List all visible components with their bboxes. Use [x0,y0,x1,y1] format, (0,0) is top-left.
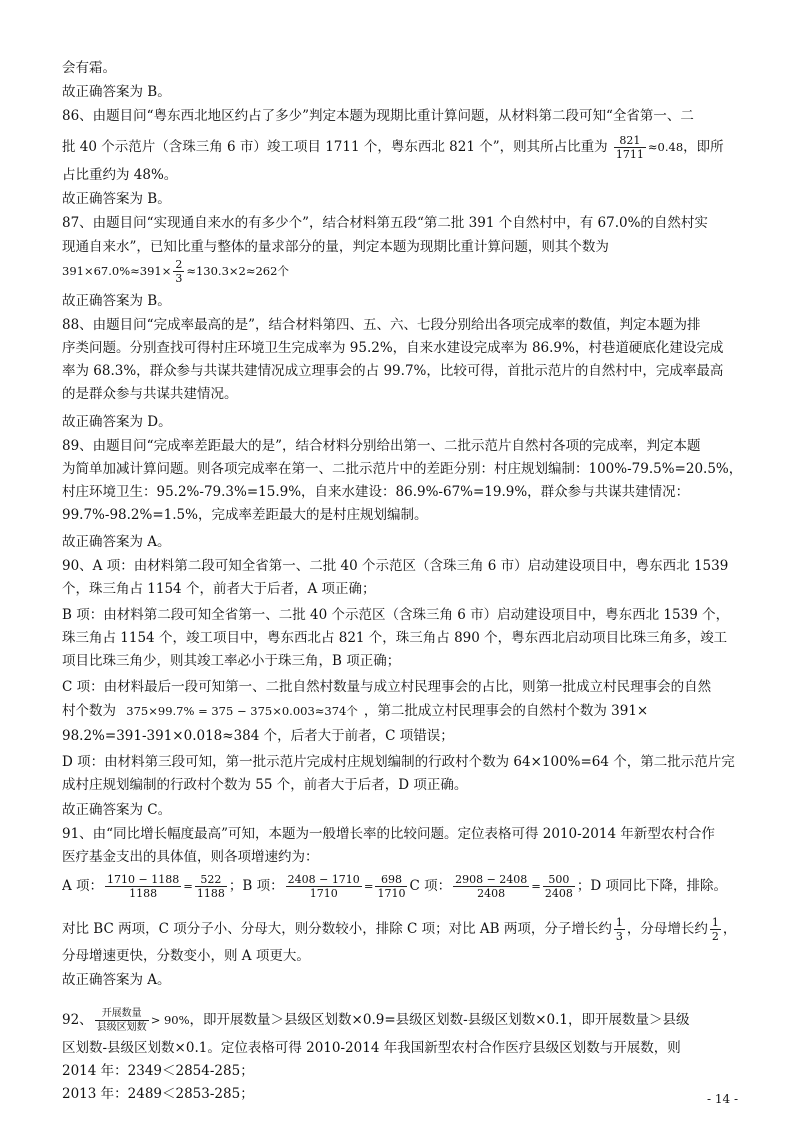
text-line: 99.7%-98.2%=1.5%，完成率差距最大的是村庄规划编制。 [62,507,428,523]
text-line: 2013 年：2489＜2853-285； [62,1086,254,1102]
text-line: 89、由题目问“完成率差距最大的是”，结合材料分别给出第一、二批示范片自然村各项的完成率，判定本题 [62,438,701,454]
text-line: 90、A 项：由材料第二段可知全省第一、二批 40 个示范区（含珠三角 6 市）启动建设项目中，粤东西北 1539 [62,558,729,574]
fraction-numerator: 522 [195,873,227,887]
text-fragment: A 项： [62,878,104,894]
fraction-numerator: 2908 − 2408 [455,873,528,886]
fraction-denominator: 2408 [477,887,506,900]
text-fragment: ；D 项同比下降，排除。 [576,878,728,894]
text-line: 成村庄规划编制的行政村个数为 55 个，前者大于后者，D 项正确。 [62,777,468,793]
fraction [105,873,181,900]
math-expression: 391×67.0%≈391× [62,264,172,278]
text-line: 珠三角占 1154 个，竣工项目中，粤东西北占 821 个，珠三角占 890 个，粤东西北启动项目比珠三角多，竣工 [62,630,728,646]
fraction-denominator: 3 [175,272,183,285]
fraction-numerator: 698 [375,873,407,887]
fraction-numerator: 2 [175,258,183,271]
text-line: D 项：由材料第三段可知，第一批示范片完成村庄规划编制的行政村个数为 64×100%=64 个，第二批示范片完 [62,754,735,770]
fraction [710,916,721,943]
text-fragment: 村个数为 [62,703,116,719]
fraction-denominator: 2 [711,930,719,943]
math-expression: 375×99.7% = 375 − 375×0.003≈374个 [126,704,358,718]
fraction-numerator: 开展数量 [95,1007,149,1021]
fraction-denominator: 1188 [196,887,225,900]
math-result: ≈0.48 [647,140,684,154]
text-line: 故正确答案为 C。 [62,802,172,818]
equals-sign: = [531,879,541,893]
text-line: 占比重约为 48%。 [62,167,178,183]
text-line: 区划数-县级区划数×0.1。定位表格可得 2010-2014 年我国新型农村合作医疗县级区划数与开展数，则 [62,1040,681,1056]
text-line: 会有霜。 [62,60,116,76]
fraction-numerator: 821 [614,134,646,148]
text-line: B 项：由材料第二段可知全省第一、二批 40 个示范区（含珠三角 6 市）启动建设项目中，粤东西北 1539 个， [62,607,730,623]
fraction-numerator: 1 [615,916,623,929]
fraction-denominator: 1188 [129,887,158,900]
text-line: 序类问题。分别查找可得村庄环境卫生完成率为 95.2%，自来水建设完成率为 86.9%，村巷道硬底化建设完成 [62,340,724,356]
text-fragment: ，即开展数量＞县级区划数×0.9=县级区划数-县级区划数×0.1，即开展数量＞县级 [189,1012,690,1028]
text-fragment: ；B 项： [228,878,284,894]
equals-sign: = [183,879,193,893]
text-line [62,1000,742,1040]
fraction-denominator: 县级区划数 [96,1022,147,1033]
text-line: 故正确答案为 B。 [62,293,171,309]
text-line: 2014 年：2349＜2854-285； [62,1063,254,1079]
text-line: 故正确答案为 B。 [62,84,171,100]
text-line: 村庄环境卫生：95.2%-79.3%=15.9%，自来水建设：86.9%-67%=19.9%，群众参与共谋共建情况： [62,484,690,500]
fraction [173,258,184,285]
fraction [375,873,407,900]
fraction-denominator: 1711 [615,148,644,161]
text-line: 故正确答案为 D。 [62,414,172,430]
text-line: 故正确答案为 B。 [62,191,171,207]
fraction-numerator: 1710 − 1188 [107,873,180,886]
fraction [95,1007,149,1034]
text-line: 项目比珠三角少，则其竣工率必小于珠三角，B 项正确； [62,653,401,669]
text-line: 故正确答案为 A。 [62,534,171,550]
text-fragment: C 项： [409,878,452,894]
page-number: - 14 - [706,1092,738,1106]
text-line: 故正确答案为 A。 [62,972,171,988]
text-fragment: 92、 [62,1012,93,1028]
text-line: 率为 68.3%，群众参与共谋共建情况成立理事会的占 99.7%，比较可得，首批示范片的自然村中，完成率最高 [62,363,724,379]
text-line: 91、由“同比增长幅度最高”可知，本题为一般增长率的比较问题。定位表格可得 2010-2014 年新型农村合作 [62,826,715,842]
text-fragment: ， [722,921,737,937]
text-line: C 项：由材料最后一段可知第一、二批自然村数量与成立村民理事会的占比，则第一批成立村民理事会的自然 [62,679,712,695]
math-expression: ≈130.3×2≈262个 [186,264,289,278]
text-fragment: ，第二批成立村民理事会的自然村个数为 391× [363,703,649,719]
fraction-numerator: 2408 − 1710 [287,873,360,886]
text-fragment: 对比 BC 两项，C 项分子小、分母大，则分数较小，排除 C 项；对比 AB 两项，分子增长约 [62,921,612,937]
text-line: 现通自来水”，已知比重与整体的量求部分的量，判定本题为现期比重计算问题，则其个数为 [62,239,609,255]
text-line: 医疗基金支出的具体值，则各项增速约为： [62,849,319,865]
fraction [543,873,575,900]
text-line [62,701,742,722]
equals-sign: = [363,879,374,893]
text-line [62,912,742,946]
text-line: 86、由题目问“粤东西北地区约占了多少”判定本题为现期比重计算问题，从材料第二段可知“全省第一、二 [62,108,694,124]
fraction [195,873,227,900]
text-line [62,130,742,164]
text-line: 分母增速更快，分数变小，则 A 项更大。 [62,948,310,964]
math-line [62,254,742,288]
fraction-denominator: 1710 [309,887,338,900]
fraction [614,134,646,161]
text-fragment: ，分母增长约 [626,921,708,937]
fraction-denominator: 2408 [544,887,573,900]
text-fragment: ，即所 [683,139,724,155]
fraction [286,873,362,900]
text-line: 为简单加减计算问题。则各项完成率在第一、二批示范片中的差距分别：村庄规划编制：100%-79.5%=20.5%， [62,461,742,477]
fraction-denominator: 1710 [377,887,406,900]
text-line: 个，珠三角占 1154 个，前者大于后者，A 项正确； [62,581,376,597]
math-line [62,866,742,906]
text-line: 87、由题目问“实现通自来水的有多少个”，结合材料第五段“第二批 391 个自然村中，有 67.0%的自然村实 [62,215,708,231]
fraction-numerator: 500 [543,873,575,887]
text-fragment: 批 40 个示范片（含珠三角 6 市）竣工项目 1711 个，粤东西北 821 个”，则其所占比重为 [62,139,608,155]
fraction [614,916,625,943]
fraction [453,873,529,900]
fraction-denominator: 3 [615,930,623,943]
text-line: 98.2%=391-391×0.018≈384 个，后者大于前者，C 项错误； [62,728,454,744]
text-line: 的是群众参与共谋共建情况。 [62,386,238,402]
text-line: 88、由题目问“完成率最高的是”，结合材料第四、五、六、七段分别给出各项完成率的数值，判定本题为排 [62,317,701,333]
fraction-numerator: 1 [711,916,719,929]
math-expression: > 90% [150,1013,190,1027]
